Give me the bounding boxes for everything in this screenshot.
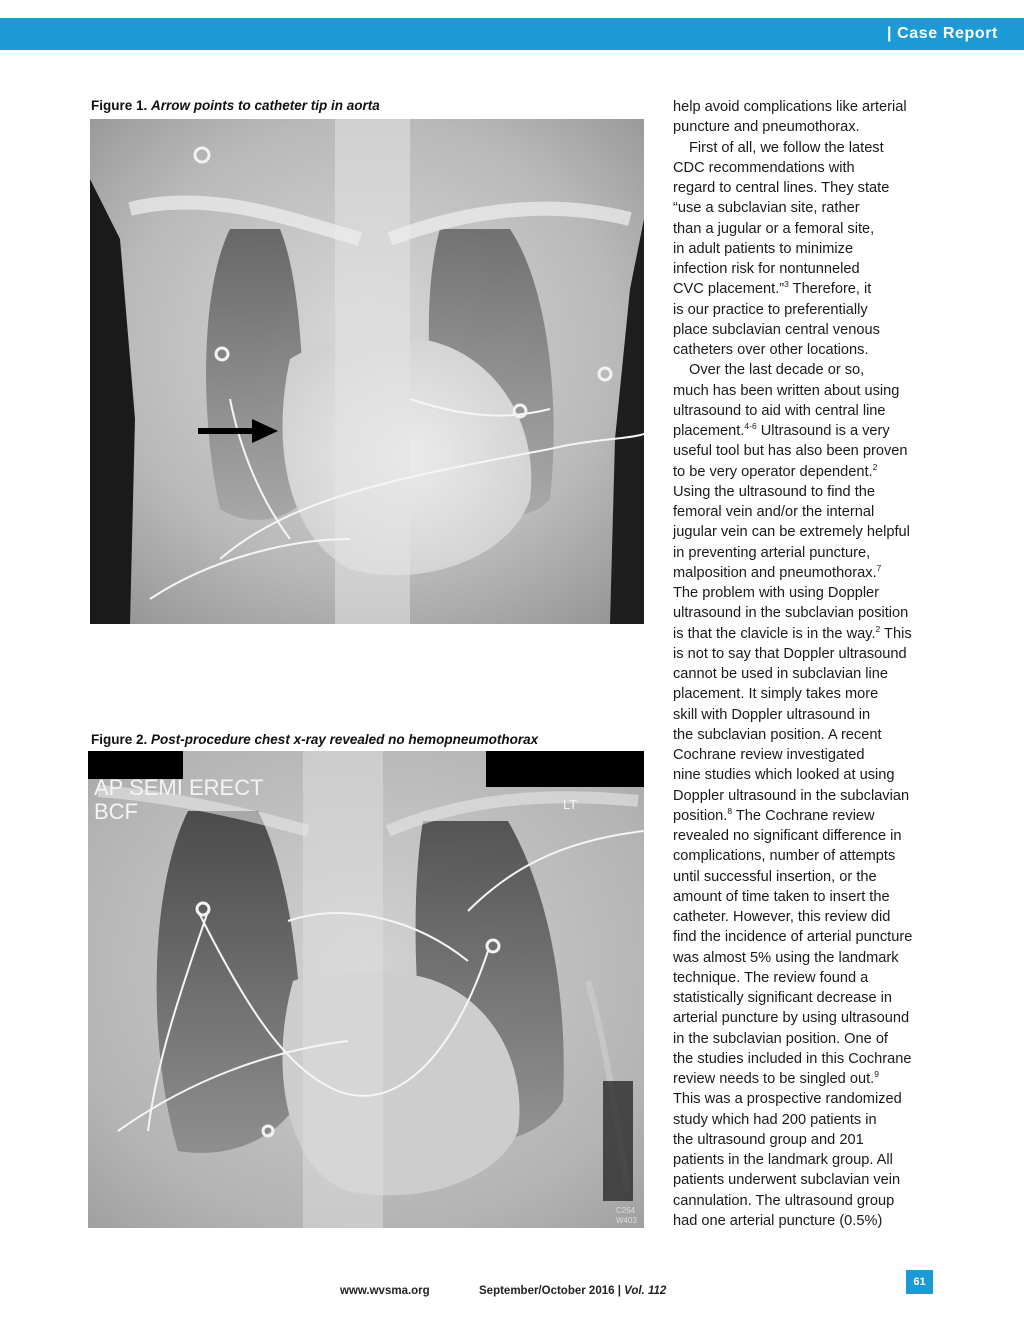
text-run: malposition and pneumothorax. [673, 564, 877, 581]
figure1-caption-text: Arrow points to catheter tip in aorta [151, 98, 380, 113]
text-line: statistically significant decrease in [673, 990, 893, 1006]
text-line: amount of time taken to insert the [673, 888, 890, 905]
overlay-initials-label: BCF [94, 799, 138, 824]
text-line: the studies included in this Cochrane [673, 1050, 912, 1067]
text-line: is not to say that Doppler ultrasound [673, 645, 907, 662]
overlay-view-label: AP SEMI ERECT [94, 775, 264, 800]
text-line [673, 624, 948, 644]
text-line: Over the last decade or so, [689, 362, 865, 379]
text-line: The problem with using Doppler [673, 585, 880, 601]
text-line: jugular vein can be extremely helpful [673, 524, 910, 541]
text-line: ultrasound to aid with central line [673, 402, 886, 419]
citation-ref: 3 [784, 279, 789, 290]
text-line: femoral vein and/or the internal [673, 504, 875, 520]
chest-xray-image [90, 119, 644, 624]
text-line: cannot be used in subclavian line [673, 666, 889, 682]
figure2-image [88, 751, 644, 1228]
text-run: The Cochrane review [732, 807, 875, 824]
text-line: “use a subclavian site, rather [673, 200, 860, 217]
text-line: First of all, we follow the latest [689, 139, 884, 156]
text-run: is that the clavicle is in the way. [673, 625, 876, 642]
text-run: to be very operator dependent. [673, 463, 873, 480]
overlay-corner-c: C264 [616, 1206, 636, 1215]
text-line: patients underwent subclavian vein [673, 1172, 901, 1189]
figure1-image [90, 119, 644, 624]
text-line: in the subclavian position. One of [673, 1030, 888, 1047]
footer-issue [479, 1285, 666, 1297]
text-line: find the incidence of arterial puncture [673, 929, 913, 946]
text-run: Therefore, it [788, 281, 872, 298]
text-line: regard to central lines. They state [673, 180, 890, 196]
text-line: until successful insertion, or the [673, 868, 877, 885]
text-line [673, 563, 948, 583]
text-line: Using the ultrasound to find the [673, 483, 876, 500]
overlay-side-marker: LT [563, 797, 578, 812]
text-run: CVC placement.” [673, 281, 785, 298]
text-run: position. [673, 807, 728, 824]
section-label: | Case Report [887, 25, 998, 42]
text-line: ultrasound in the subclavian position [673, 605, 909, 622]
text-line: than a jugular or a femoral site, [673, 220, 875, 237]
text-line: is our practice to preferentially [673, 301, 868, 318]
page-number: 61 [906, 1270, 933, 1294]
figure1-label: Figure 1. [91, 98, 148, 113]
citation-ref: 4-6 [744, 421, 757, 431]
text-line: in preventing arterial puncture, [673, 544, 871, 561]
text-line: infection risk for nontunneled [673, 261, 860, 277]
footer-volume: Vol. 112 [624, 1285, 667, 1297]
citation-ref: 7 [876, 562, 882, 573]
text-line: in adult patients to minimize [673, 240, 854, 257]
text-line [673, 806, 948, 826]
text-line: the subclavian position. A recent [673, 726, 882, 743]
figure1-caption [91, 98, 380, 113]
text-line [673, 462, 948, 482]
text-line: help avoid complications like arterial [673, 99, 907, 115]
citation-ref: 9 [874, 1069, 879, 1079]
footer-issue-date: September/October 2016 | [479, 1285, 625, 1297]
text-line: useful tool but has also been proven [673, 443, 908, 460]
text-line: cannulation. The ultrasound group [673, 1192, 895, 1209]
text-line: the ultrasound group and 201 [673, 1131, 864, 1148]
text-line: much has been written about using [673, 382, 900, 399]
citation-ref: 2 [875, 623, 881, 634]
footer-website: www.wvsma.org [340, 1285, 430, 1297]
header-band [0, 18, 1024, 50]
text-line [673, 1069, 948, 1089]
text-run: review needs to be singled out. [673, 1071, 875, 1087]
text-line: technique. The review found a [673, 969, 869, 986]
text-line: Doppler ultrasound in the subclavian [673, 787, 910, 804]
text-line: CDC recommendations with [673, 159, 855, 176]
text-line [673, 279, 948, 299]
figure2-caption [91, 732, 538, 747]
figure2-caption-text: Post-procedure chest x-ray revealed no hemopneumothorax [151, 732, 539, 747]
text-line: This was a prospective randomized [673, 1091, 902, 1108]
text-run: placement. [673, 423, 745, 439]
figure2-label: Figure 2. [91, 732, 148, 747]
text-line: complications, number of attempts [673, 848, 896, 865]
citation-ref: 2 [872, 461, 878, 472]
text-line: placement. It simply takes more [673, 686, 879, 703]
text-line: patients in the landmark group. All [673, 1152, 893, 1168]
text-line: had one arterial puncture (0.5%) [673, 1212, 883, 1229]
text-line: catheter. However, this review did [673, 909, 891, 925]
text-run: This [880, 625, 912, 642]
body-text-column [673, 97, 948, 1231]
chest-xray-image [88, 751, 644, 1228]
text-line [673, 421, 948, 441]
text-line: nine studies which looked at using [673, 767, 895, 784]
overlay-corner-w: W403 [616, 1216, 637, 1225]
text-line: was almost 5% using the landmark [673, 949, 899, 966]
text-line: place subclavian central venous [673, 321, 880, 338]
text-line: arterial puncture by using ultrasound [673, 1010, 910, 1027]
text-run: Ultrasound is a very [756, 423, 890, 439]
text-line: Cochrane review investigated [673, 747, 865, 763]
text-line: skill with Doppler ultrasound in [673, 706, 871, 723]
citation-ref: 8 [727, 805, 733, 816]
text-line: revealed no significant difference in [673, 828, 902, 844]
text-line: puncture and pneumothorax. [673, 119, 860, 136]
text-line: catheters over other locations. [673, 342, 869, 358]
text-line: study which had 200 patients in [673, 1111, 877, 1128]
